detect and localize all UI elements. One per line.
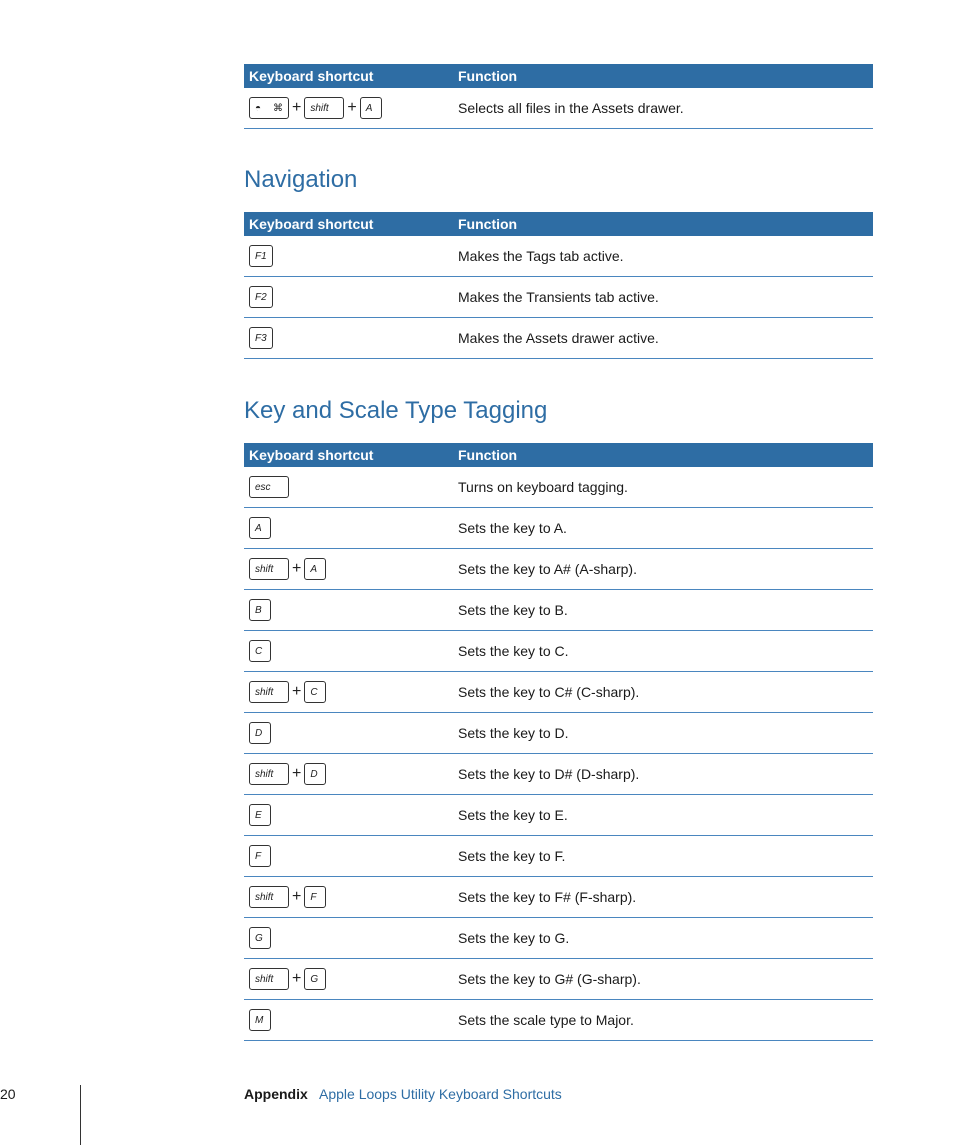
function-text: Sets the key to D. xyxy=(458,725,569,741)
letter-key: E xyxy=(249,804,271,826)
function-text: Turns on keyboard tagging. xyxy=(458,479,628,495)
footer-chapter: Apple Loops Utility Keyboard Shortcuts xyxy=(319,1086,562,1102)
function-text: Sets the key to F. xyxy=(458,848,566,864)
shortcut-keys xyxy=(249,599,271,621)
esc-key: esc xyxy=(249,476,289,498)
shortcut-keys xyxy=(249,968,326,990)
function-text: Sets the key to F# (F-sharp). xyxy=(458,889,637,905)
letter-key: C xyxy=(304,681,326,703)
shortcut-keys xyxy=(249,927,271,949)
letter-key: M xyxy=(249,1009,271,1031)
table-row xyxy=(244,918,873,959)
section-title-navigation: Navigation xyxy=(244,166,358,193)
letter-key: A xyxy=(360,97,382,119)
shortcut-keys xyxy=(249,245,273,267)
section-title-key-tagging: Key and Scale Type Tagging xyxy=(244,397,548,424)
letter-key: B xyxy=(249,599,271,621)
function-text: Sets the key to G. xyxy=(458,930,570,946)
command-key xyxy=(249,97,289,119)
table-body xyxy=(244,467,873,1041)
shortcut-keys xyxy=(249,558,326,580)
shift-key: shift xyxy=(249,886,289,908)
page-number: 20 xyxy=(0,1086,16,1102)
function-text: Makes the Transients tab active. xyxy=(458,289,659,305)
shortcut-keys xyxy=(249,722,271,744)
function-text: Selects all files in the Assets drawer. xyxy=(458,100,684,116)
function-text: Makes the Assets drawer active. xyxy=(458,330,659,346)
table-row xyxy=(244,754,873,795)
table-body xyxy=(244,236,873,359)
letter-key: C xyxy=(249,640,271,662)
shortcut-keys xyxy=(249,886,326,908)
table-row xyxy=(244,467,873,508)
shift-key: shift xyxy=(249,558,289,580)
shortcut-keys xyxy=(249,640,271,662)
function-text: Makes the Tags tab active. xyxy=(458,248,624,264)
letter-key: D xyxy=(304,763,326,785)
letter-key: A xyxy=(249,517,271,539)
footer-divider xyxy=(80,1085,81,1145)
table-row xyxy=(244,877,873,918)
letter-key: G xyxy=(304,968,326,990)
plus-sign: + xyxy=(292,970,302,987)
table-row xyxy=(244,318,873,359)
function-text: Sets the key to D# (D-sharp). xyxy=(458,766,640,782)
letter-key: G xyxy=(249,927,271,949)
letter-key: F xyxy=(249,845,271,867)
function-text: Sets the key to C# (C-sharp). xyxy=(458,684,640,700)
apple-icon: ◓ xyxy=(255,102,262,114)
letter-key: A xyxy=(304,558,326,580)
shift-key: shift xyxy=(249,968,289,990)
table-row xyxy=(244,236,873,277)
table-row xyxy=(244,508,873,549)
table-navigation xyxy=(244,212,873,359)
function-text: Sets the key to A. xyxy=(458,520,567,536)
table-header xyxy=(244,64,873,88)
function-text: Sets the key to C. xyxy=(458,643,569,659)
header-function: Function xyxy=(458,216,518,232)
plus-sign: + xyxy=(347,99,357,116)
shortcut-keys xyxy=(249,517,271,539)
shift-key: shift xyxy=(249,763,289,785)
shortcut-keys xyxy=(249,327,273,349)
command-icon: ⌘ xyxy=(273,102,283,114)
table-row xyxy=(244,672,873,713)
shortcut-keys xyxy=(249,1009,271,1031)
table-row xyxy=(244,277,873,318)
table-header xyxy=(244,212,873,236)
letter-key: F1 xyxy=(249,245,273,267)
shortcut-keys xyxy=(249,681,326,703)
function-text: Sets the key to G# (G-sharp). xyxy=(458,971,641,987)
shortcut-keys xyxy=(249,97,382,119)
letter-key: D xyxy=(249,722,271,744)
shift-key: shift xyxy=(304,97,344,119)
table-row xyxy=(244,836,873,877)
header-function: Function xyxy=(458,68,518,84)
shortcut-keys xyxy=(249,476,289,498)
letter-key: F2 xyxy=(249,286,273,308)
shift-key: shift xyxy=(249,681,289,703)
function-text: Sets the scale type to Major. xyxy=(458,1012,634,1028)
plus-sign: + xyxy=(292,888,302,905)
table-row xyxy=(244,959,873,1000)
table-row xyxy=(244,590,873,631)
table-row xyxy=(244,795,873,836)
shortcut-keys xyxy=(249,845,271,867)
letter-key: F3 xyxy=(249,327,273,349)
plus-sign: + xyxy=(292,99,302,116)
shortcut-keys xyxy=(249,286,273,308)
table-row xyxy=(244,88,873,129)
footer-section: Appendix xyxy=(244,1086,308,1102)
plus-sign: + xyxy=(292,683,302,700)
shortcut-keys xyxy=(249,804,271,826)
letter-key: F xyxy=(304,886,326,908)
table-row xyxy=(244,713,873,754)
plus-sign: + xyxy=(292,560,302,577)
plus-sign: + xyxy=(292,765,302,782)
table-row xyxy=(244,1000,873,1041)
table-row xyxy=(244,631,873,672)
table-row xyxy=(244,549,873,590)
header-shortcut: Keyboard shortcut xyxy=(249,68,374,84)
function-text: Sets the key to E. xyxy=(458,807,568,823)
table-key-tagging xyxy=(244,443,873,1041)
table-select-all xyxy=(244,64,873,129)
table-header xyxy=(244,443,873,467)
function-text: Sets the key to B. xyxy=(458,602,568,618)
shortcut-keys xyxy=(249,763,326,785)
header-function: Function xyxy=(458,447,518,463)
header-shortcut: Keyboard shortcut xyxy=(249,447,374,463)
header-shortcut: Keyboard shortcut xyxy=(249,216,374,232)
function-text: Sets the key to A# (A-sharp). xyxy=(458,561,637,577)
